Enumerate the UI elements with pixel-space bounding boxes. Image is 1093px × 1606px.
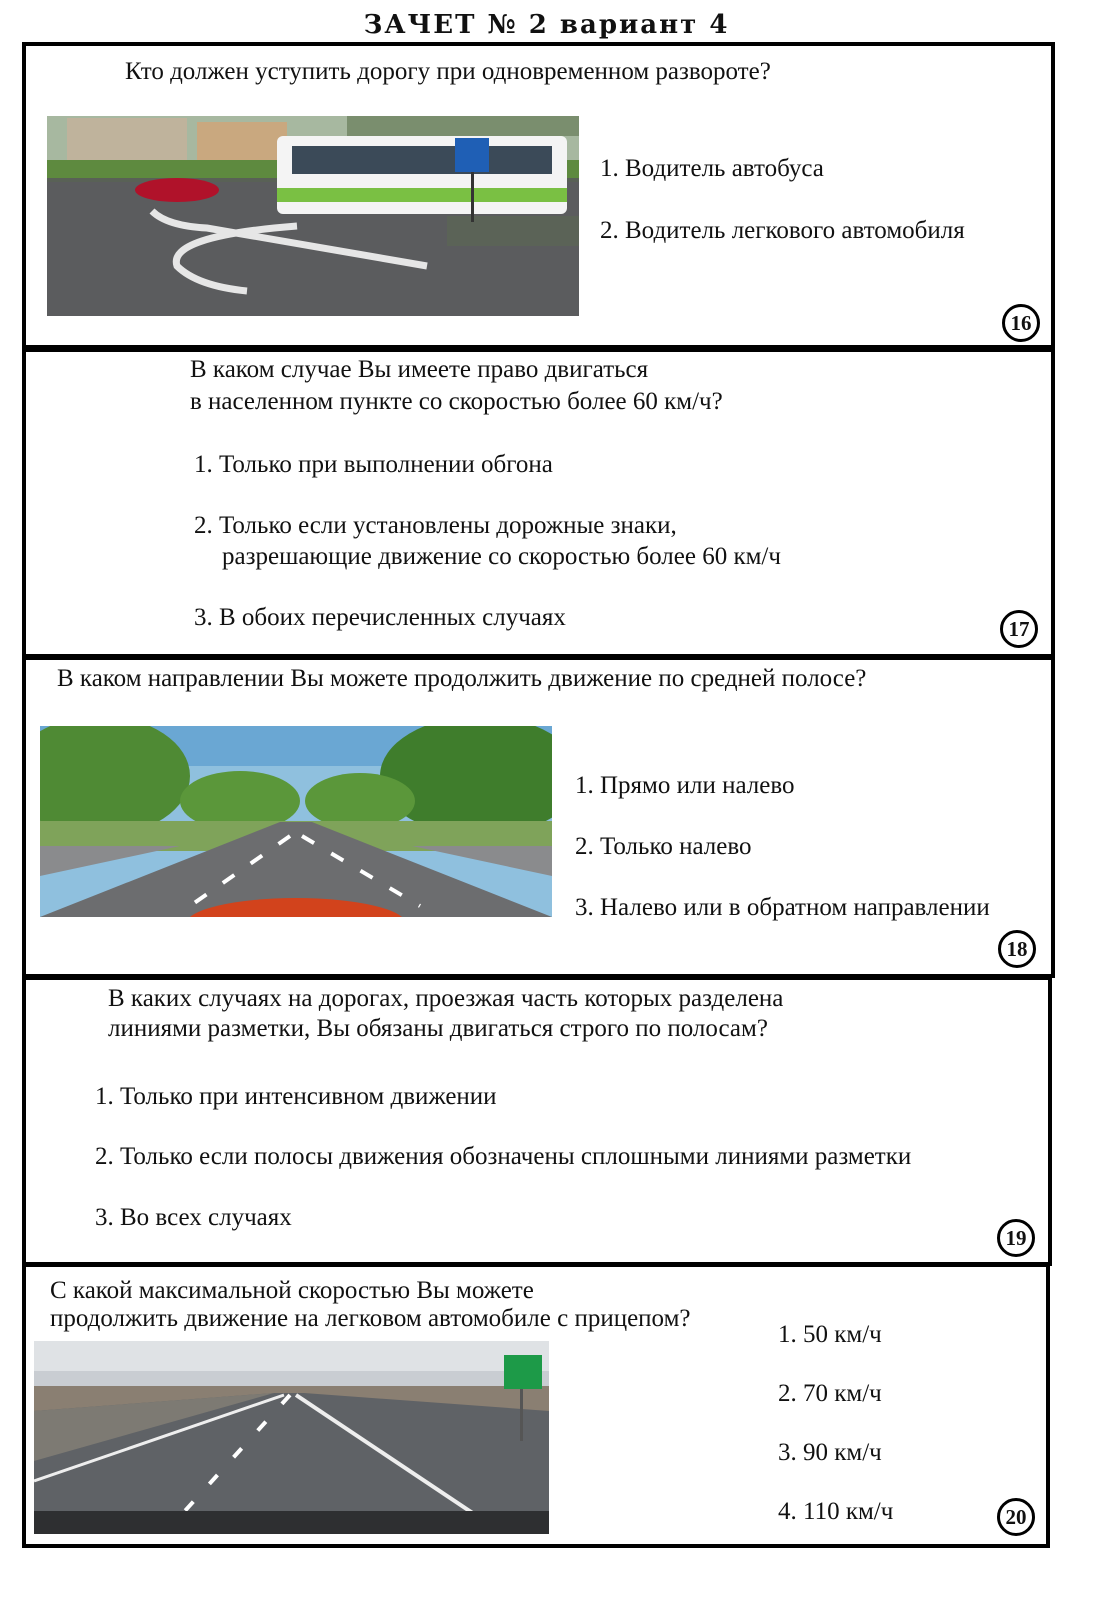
question-20-answer-4[interactable]: 4. 110 км/ч — [778, 1498, 894, 1525]
question-20-text-line-1: С какой максимальной скоростью Вы можете — [50, 1277, 534, 1304]
question-18-text: В каком направлении Вы можете продолжить движение по средней полосе? — [57, 665, 867, 692]
question-17-text-line-1: В каком случае Вы имеете право двигаться — [190, 356, 649, 383]
question-20-text-line-2: продолжить движение на легковом автомобиле с прицепом? — [50, 1305, 691, 1332]
question-18-answer-2[interactable]: 2. Только налево — [575, 833, 752, 860]
question-19-text-line-1: В каких случаях на дорогах, проезжая часть которых разделена — [108, 985, 784, 1012]
question-19-number-badge: 19 — [997, 1219, 1035, 1257]
question-18-answer-1[interactable]: 1. Прямо или налево — [575, 772, 795, 799]
question-20-answer-3[interactable]: 3. 90 км/ч — [778, 1439, 882, 1466]
question-18-answer-3[interactable]: 3. Налево или в обратном направлении — [575, 894, 990, 921]
question-16-answer-1[interactable]: 1. Водитель автобуса — [600, 155, 824, 182]
question-16-number-badge: 16 — [1002, 304, 1040, 342]
question-17-answer-3[interactable]: 3. В обоих перечисленных случаях — [194, 604, 566, 631]
question-18-number-badge: 18 — [998, 930, 1036, 968]
question-16-image — [47, 116, 579, 316]
question-16-text: Кто должен уступить дорогу при одновременном развороте? — [125, 58, 771, 85]
question-17-number-badge: 17 — [1000, 610, 1038, 648]
question-17-text-line-2: в населенном пункте со скоростью более 60 км/ч? — [190, 388, 723, 415]
question-20-number-badge: 20 — [997, 1498, 1035, 1536]
question-18-image — [40, 726, 552, 917]
question-17-answer-2[interactable]: 2. Только если установлены дорожные знаки, — [194, 512, 677, 539]
question-19-answer-3[interactable]: 3. Во всех случаях — [95, 1204, 292, 1231]
question-20-answer-2[interactable]: 2. 70 км/ч — [778, 1380, 882, 1407]
question-19-answer-2[interactable]: 2. Только если полосы движения обозначены сплошными линиями разметки — [95, 1143, 912, 1170]
question-19-text-line-2: линиями разметки, Вы обязаны двигаться строго по полосам? — [108, 1015, 768, 1042]
question-17-answer-1[interactable]: 1. Только при выполнении обгона — [194, 451, 553, 478]
question-19-answer-1[interactable]: 1. Только при интенсивном движении — [95, 1083, 497, 1110]
question-16-answer-2[interactable]: 2. Водитель легкового автомобиля — [600, 217, 965, 244]
page-title: ЗАЧЕТ № 2 вариант 4 — [363, 10, 730, 40]
question-17-answer-2-continuation: разрешающие движение со скоростью более 60 км/ч — [222, 543, 781, 570]
question-20-answer-1[interactable]: 1. 50 км/ч — [778, 1321, 882, 1348]
question-20-image — [34, 1341, 549, 1534]
